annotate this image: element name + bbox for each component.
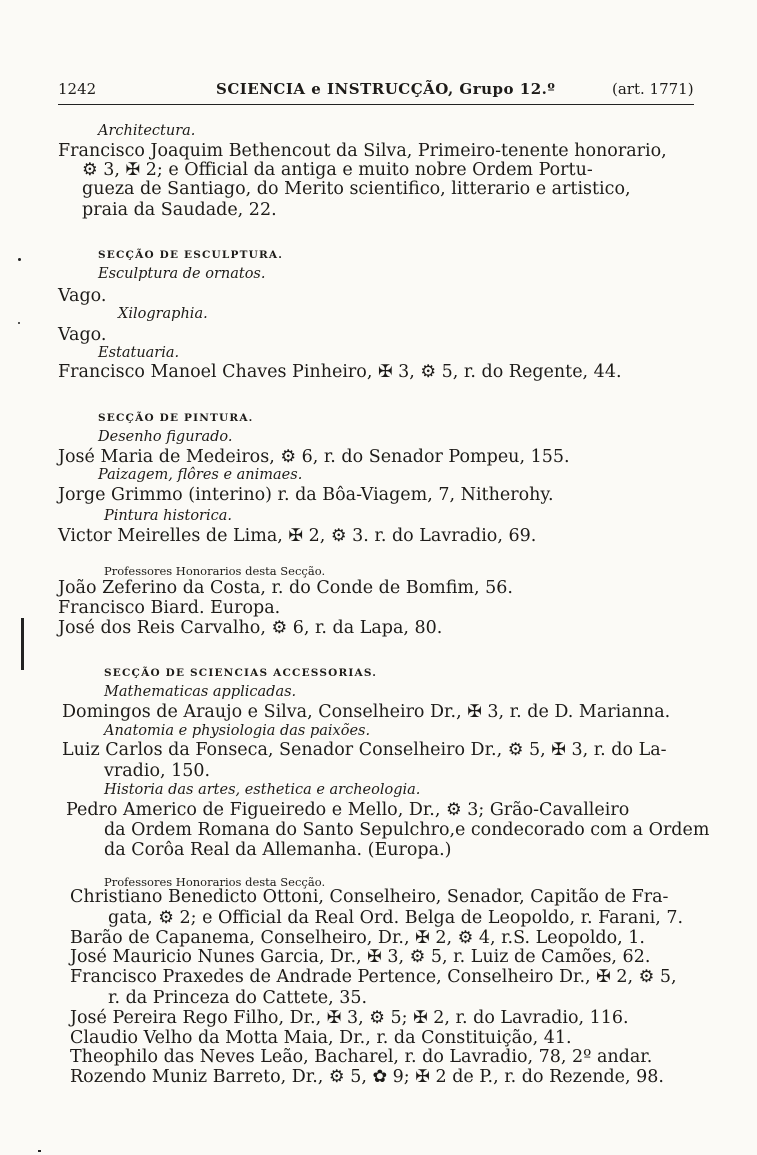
subsection-heading: Pintura historica.	[104, 508, 233, 524]
entry-line: ⚙ 3, ✠ 2; e Official da antiga e muito nobre Ordem Portu-	[82, 160, 593, 180]
entry-line: José Maria de Medeiros, ⚙ 6, r. do Senador Pompeu, 155.	[58, 447, 570, 467]
entry-line: Francisco Biard. Europa.	[58, 598, 281, 618]
entry-line: Vago.	[58, 325, 107, 345]
entry-line: José Mauricio Nunes Garcia, Dr., ✠ 3, ⚙ 5, r. Luiz de Camões, 62.	[70, 947, 651, 967]
subsection-heading: Mathematicas applicadas.	[104, 684, 297, 700]
subsection-heading: Paizagem, flôres e animaes.	[98, 467, 303, 483]
scan-mark	[21, 618, 24, 670]
entry-line: Claudio Velho da Motta Maia, Dr., r. da Constituição, 41.	[70, 1028, 572, 1048]
running-title: SCIENCIA e INSTRUCÇÃO, Grupo 12.º	[216, 80, 556, 98]
entry-line: Jorge Grimmo (interino) r. da Bôa-Viagem, 7, Nitherohy.	[58, 485, 554, 505]
scan-speck	[18, 322, 20, 324]
subsection-heading: Estatuaria.	[98, 345, 180, 361]
scan-speck	[18, 258, 21, 261]
entry-line: vradio, 150.	[104, 761, 211, 781]
entry-line: Theophilo das Neves Leão, Bacharel, r. do Lavradio, 78, 2º andar.	[70, 1047, 653, 1067]
entry-line: r. da Princeza do Cattete, 35.	[108, 988, 368, 1008]
entry-line: João Zeferino da Costa, r. do Conde de Bomfim, 56.	[58, 578, 513, 598]
entry-line: Rozendo Muniz Barreto, Dr., ⚙ 5, ✿ 9; ✠ 2 de P., r. do Rezende, 98.	[70, 1067, 664, 1087]
entry-line: Francisco Praxedes de Andrade Pertence, Conselheiro Dr., ✠ 2, ⚙ 5,	[70, 967, 677, 987]
article-ref: (art. 1771)	[612, 80, 694, 98]
subsection-heading: Historia das artes, esthetica e archeologia.	[104, 782, 421, 798]
header-rule	[58, 104, 694, 105]
entry-line: gata, ⚙ 2; e Official da Real Ord. Belga de Leopoldo, r. Farani, 7.	[108, 908, 684, 928]
entry-line: Victor Meirelles de Lima, ✠ 2, ⚙ 3. r. do Lavradio, 69.	[58, 526, 537, 546]
entry-line: gueza de Santiago, do Merito scientifico, litterario e artistico,	[82, 179, 631, 199]
entry-line: Pedro Americo de Figueiredo e Mello, Dr., ⚙ 3; Grão-Cavalleiro	[66, 800, 630, 820]
entry-line: Barão de Capanema, Conselheiro, Dr., ✠ 2, ⚙ 4, r.S. Leopoldo, 1.	[70, 928, 645, 948]
entry-line: Francisco Joaquim Bethencout da Silva, Primeiro-tenente honorario,	[58, 141, 667, 161]
entry-line: praia da Saudade, 22.	[82, 200, 277, 220]
entry-line: Luiz Carlos da Fonseca, Senador Conselheiro Dr., ⚙ 5, ✠ 3, r. do La-	[62, 740, 667, 760]
entry-line: da Corôa Real da Allemanha. (Europa.)	[104, 840, 452, 860]
subsection-heading: Xilographia.	[118, 306, 208, 322]
entry-line: Francisco Manoel Chaves Pinheiro, ✠ 3, ⚙ 5, r. do Regente, 44.	[58, 362, 622, 382]
honorary-heading: Professores Honorarios desta Secção.	[104, 564, 326, 578]
subsection-heading: Desenho figurado.	[98, 429, 233, 445]
page-number: 1242	[58, 80, 97, 98]
entry-line: José dos Reis Carvalho, ⚙ 6, r. da Lapa, 80.	[58, 618, 443, 638]
section-heading: SECÇÃO DE SCIENCIAS ACCESSORIAS.	[104, 667, 378, 679]
section-heading: SECÇÃO DE ESCULPTURA.	[98, 249, 284, 261]
entry-line: Christiano Benedicto Ottoni, Conselheiro, Senador, Capitão de Fra-	[70, 887, 669, 907]
entry-line: da Ordem Romana do Santo Sepulchro,e condecorado com a Ordem	[104, 820, 710, 840]
subsection-heading: Architectura.	[98, 123, 196, 139]
subsection-heading: Anatomia e physiologia das paixões.	[104, 723, 371, 739]
entry-line: Domingos de Araujo e Silva, Conselheiro Dr., ✠ 3, r. de D. Marianna.	[62, 702, 671, 722]
entry-line: Vago.	[58, 286, 107, 306]
entry-line: José Pereira Rego Filho, Dr., ✠ 3, ⚙ 5; ✠ 2, r. do Lavradio, 116.	[70, 1008, 629, 1028]
honorary-heading: Professores Honorarios desta Secção.	[104, 875, 326, 889]
scan-speck	[38, 1150, 41, 1152]
subsection-heading: Esculptura de ornatos.	[98, 266, 266, 282]
section-heading: SECÇÃO DE PINTURA.	[98, 412, 254, 424]
